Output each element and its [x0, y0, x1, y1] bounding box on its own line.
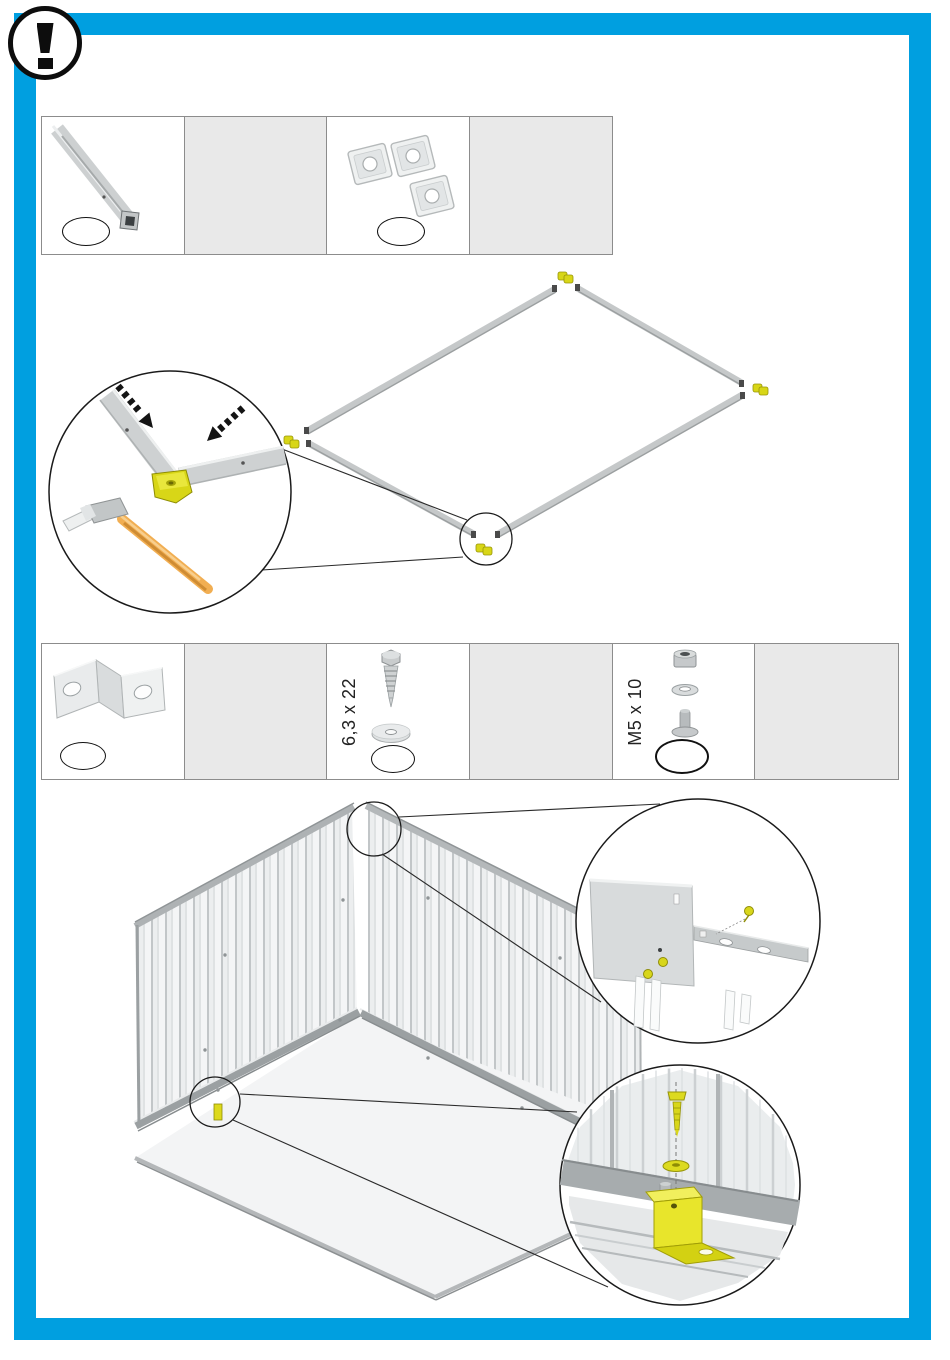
empty-cell [755, 644, 898, 779]
exclamation-bar [37, 23, 54, 53]
warning-exclamation-icon [8, 6, 82, 80]
bolt-washer-nut-icon [613, 644, 754, 779]
detail-circle-anchor-bracket [560, 1065, 800, 1305]
empty-cell [185, 117, 328, 254]
detail-circle-wall-top-corner [576, 799, 820, 1043]
part-cell-screw [327, 644, 470, 779]
leader-line [262, 557, 463, 570]
anchor-bracket-marker [214, 1104, 222, 1120]
exclamation-dot [38, 58, 53, 69]
leader-line [382, 854, 601, 1002]
hex-screw-washer-icon [327, 644, 468, 779]
empty-cell [470, 117, 613, 254]
callout-circle-corner [460, 513, 512, 565]
bolt-size-label: M5 x 10 [624, 677, 645, 746]
screw-size-label: 6,3 x 22 [339, 677, 360, 746]
floor-frame-diagram [37, 255, 931, 643]
leader-line [399, 804, 660, 817]
leader-line [282, 449, 467, 520]
empty-cell [470, 644, 613, 779]
corner-connectors-yellow [284, 272, 768, 555]
part-cell-corner-connector [327, 117, 470, 254]
empty-cell [185, 644, 328, 779]
part-cell-bolt-set [613, 644, 756, 779]
corner-connector-icon [327, 117, 468, 254]
wall-assembly-diagram [37, 782, 931, 1330]
parts-table-middle [41, 643, 899, 780]
detail-circle-hammer [49, 371, 291, 613]
square-tube-beam-icon [42, 117, 183, 254]
frame-beams [304, 284, 745, 538]
parts-table-top [41, 116, 613, 255]
part-cell-z-bracket [42, 644, 185, 779]
part-cell-square-tube-beam [42, 117, 185, 254]
z-anchor-bracket-icon [42, 644, 183, 779]
